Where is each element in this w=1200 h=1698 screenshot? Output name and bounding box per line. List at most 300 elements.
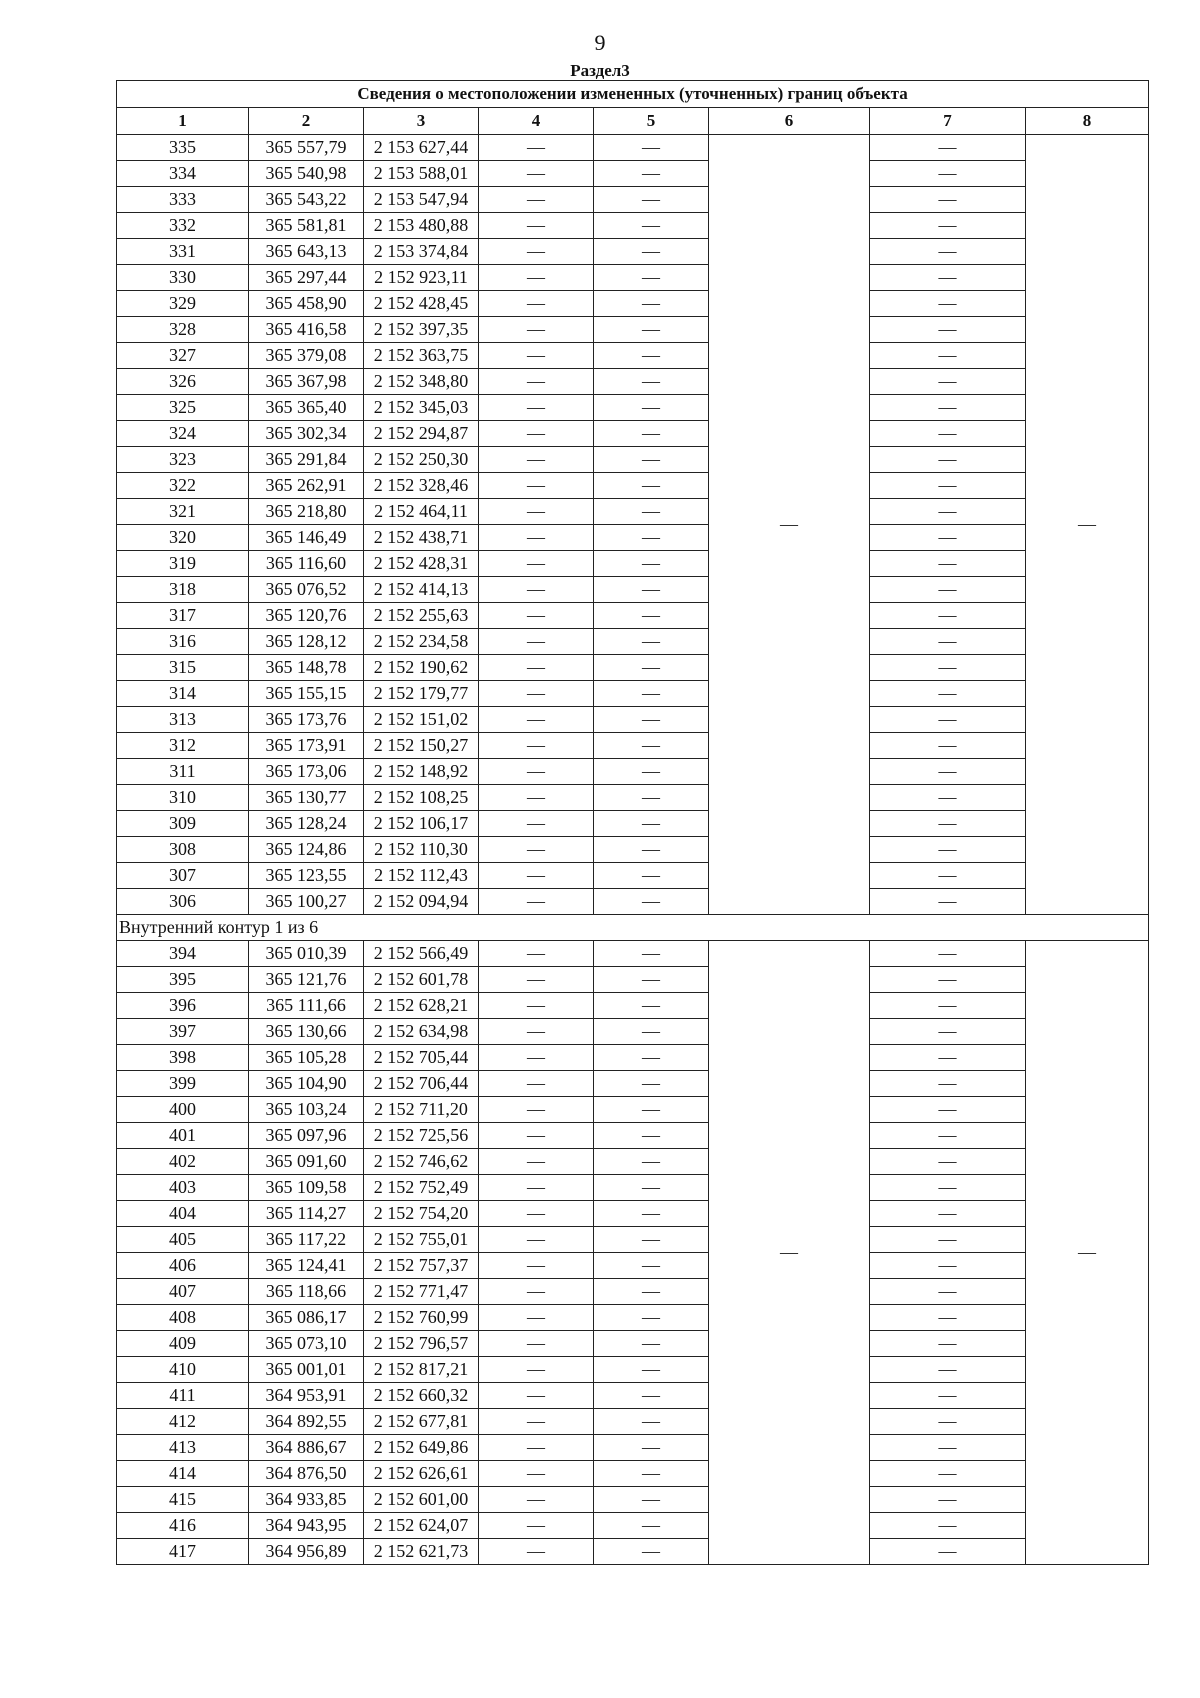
col7-cell: — bbox=[870, 1149, 1026, 1175]
y-coordinate-cell: 2 152 757,37 bbox=[364, 1253, 479, 1279]
y-coordinate-cell: 2 152 190,62 bbox=[364, 655, 479, 681]
col7-cell: — bbox=[870, 317, 1026, 343]
col7-cell: — bbox=[870, 161, 1026, 187]
table-row bbox=[117, 1201, 1149, 1227]
point-number-cell: 326 bbox=[117, 369, 249, 395]
column-number-5: 5 bbox=[594, 108, 709, 135]
col5-cell: — bbox=[594, 1227, 709, 1253]
col4-cell: — bbox=[479, 291, 594, 317]
y-coordinate-cell: 2 152 601,00 bbox=[364, 1487, 479, 1513]
col4-cell: — bbox=[479, 603, 594, 629]
col4-cell: — bbox=[479, 1045, 594, 1071]
x-coordinate-cell: 365 010,39 bbox=[249, 941, 364, 967]
col5-cell: — bbox=[594, 1461, 709, 1487]
col4-cell: — bbox=[479, 941, 594, 967]
col6-merged-cell: — bbox=[709, 941, 870, 1565]
x-coordinate-cell: 365 146,49 bbox=[249, 525, 364, 551]
col4-cell: — bbox=[479, 1513, 594, 1539]
table-row bbox=[117, 863, 1149, 889]
table-row bbox=[117, 967, 1149, 993]
point-number-cell: 328 bbox=[117, 317, 249, 343]
y-coordinate-cell: 2 152 621,73 bbox=[364, 1539, 479, 1565]
x-coordinate-cell: 365 262,91 bbox=[249, 473, 364, 499]
table-row bbox=[117, 1279, 1149, 1305]
col4-cell: — bbox=[479, 1019, 594, 1045]
x-coordinate-cell: 365 458,90 bbox=[249, 291, 364, 317]
x-coordinate-cell: 365 128,12 bbox=[249, 629, 364, 655]
x-coordinate-cell: 365 100,27 bbox=[249, 889, 364, 915]
col7-cell: — bbox=[870, 1383, 1026, 1409]
col4-cell: — bbox=[479, 369, 594, 395]
table-body bbox=[117, 135, 1149, 1565]
table-row bbox=[117, 1071, 1149, 1097]
col5-cell: — bbox=[594, 499, 709, 525]
col7-cell: — bbox=[870, 1175, 1026, 1201]
col5-cell: — bbox=[594, 395, 709, 421]
table-row bbox=[117, 577, 1149, 603]
col4-cell: — bbox=[479, 785, 594, 811]
x-coordinate-cell: 365 302,34 bbox=[249, 421, 364, 447]
point-number-cell: 331 bbox=[117, 239, 249, 265]
y-coordinate-cell: 2 152 628,21 bbox=[364, 993, 479, 1019]
col5-cell: — bbox=[594, 239, 709, 265]
table-row bbox=[117, 317, 1149, 343]
col5-cell: — bbox=[594, 447, 709, 473]
point-number-cell: 309 bbox=[117, 811, 249, 837]
col4-cell: — bbox=[479, 1331, 594, 1357]
point-number-cell: 415 bbox=[117, 1487, 249, 1513]
y-coordinate-cell: 2 152 705,44 bbox=[364, 1045, 479, 1071]
table-row bbox=[117, 811, 1149, 837]
point-number-cell: 330 bbox=[117, 265, 249, 291]
y-coordinate-cell: 2 152 601,78 bbox=[364, 967, 479, 993]
x-coordinate-cell: 364 943,95 bbox=[249, 1513, 364, 1539]
point-number-cell: 406 bbox=[117, 1253, 249, 1279]
x-coordinate-cell: 365 367,98 bbox=[249, 369, 364, 395]
y-coordinate-cell: 2 152 706,44 bbox=[364, 1071, 479, 1097]
table-caption: Сведения о местоположении измененных (уточненных) границ объекта bbox=[117, 81, 1149, 108]
x-coordinate-cell: 365 379,08 bbox=[249, 343, 364, 369]
x-coordinate-cell: 365 116,60 bbox=[249, 551, 364, 577]
col5-cell: — bbox=[594, 837, 709, 863]
col5-cell: — bbox=[594, 577, 709, 603]
col5-cell: — bbox=[594, 135, 709, 161]
col5-cell: — bbox=[594, 1539, 709, 1565]
col7-cell: — bbox=[870, 213, 1026, 239]
table-row bbox=[117, 1409, 1149, 1435]
col4-cell: — bbox=[479, 1149, 594, 1175]
col7-cell: — bbox=[870, 499, 1026, 525]
col7-cell: — bbox=[870, 1539, 1026, 1565]
col5-cell: — bbox=[594, 1435, 709, 1461]
col5-cell: — bbox=[594, 603, 709, 629]
col5-cell: — bbox=[594, 629, 709, 655]
point-number-cell: 411 bbox=[117, 1383, 249, 1409]
col7-cell: — bbox=[870, 967, 1026, 993]
column-number-7: 7 bbox=[870, 108, 1026, 135]
table-row bbox=[117, 343, 1149, 369]
point-number-cell: 315 bbox=[117, 655, 249, 681]
col7-cell: — bbox=[870, 239, 1026, 265]
col7-cell: — bbox=[870, 811, 1026, 837]
col5-cell: — bbox=[594, 1019, 709, 1045]
y-coordinate-cell: 2 152 148,92 bbox=[364, 759, 479, 785]
col5-cell: — bbox=[594, 1097, 709, 1123]
col4-cell: — bbox=[479, 889, 594, 915]
x-coordinate-cell: 365 121,76 bbox=[249, 967, 364, 993]
table-row bbox=[117, 1123, 1149, 1149]
col7-cell: — bbox=[870, 421, 1026, 447]
x-coordinate-cell: 365 155,15 bbox=[249, 681, 364, 707]
col4-cell: — bbox=[479, 395, 594, 421]
col5-cell: — bbox=[594, 733, 709, 759]
y-coordinate-cell: 2 152 624,07 bbox=[364, 1513, 479, 1539]
point-number-cell: 395 bbox=[117, 967, 249, 993]
table-row bbox=[117, 733, 1149, 759]
y-coordinate-cell: 2 152 464,11 bbox=[364, 499, 479, 525]
col4-cell: — bbox=[479, 837, 594, 863]
col7-cell: — bbox=[870, 1279, 1026, 1305]
col5-cell: — bbox=[594, 213, 709, 239]
col7-cell: — bbox=[870, 759, 1026, 785]
col5-cell: — bbox=[594, 265, 709, 291]
point-number-cell: 396 bbox=[117, 993, 249, 1019]
col4-cell: — bbox=[479, 655, 594, 681]
col4-cell: — bbox=[479, 265, 594, 291]
col7-cell: — bbox=[870, 889, 1026, 915]
x-coordinate-cell: 364 892,55 bbox=[249, 1409, 364, 1435]
column-number-3: 3 bbox=[364, 108, 479, 135]
col7-cell: — bbox=[870, 1045, 1026, 1071]
col7-cell: — bbox=[870, 1019, 1026, 1045]
col7-cell: — bbox=[870, 603, 1026, 629]
table-row bbox=[117, 421, 1149, 447]
col7-cell: — bbox=[870, 473, 1026, 499]
y-coordinate-cell: 2 152 817,21 bbox=[364, 1357, 479, 1383]
x-coordinate-cell: 365 105,28 bbox=[249, 1045, 364, 1071]
x-coordinate-cell: 365 297,44 bbox=[249, 265, 364, 291]
point-number-cell: 324 bbox=[117, 421, 249, 447]
col7-cell: — bbox=[870, 1435, 1026, 1461]
col5-cell: — bbox=[594, 863, 709, 889]
col5-cell: — bbox=[594, 967, 709, 993]
col4-cell: — bbox=[479, 1201, 594, 1227]
col7-cell: — bbox=[870, 265, 1026, 291]
x-coordinate-cell: 365 130,66 bbox=[249, 1019, 364, 1045]
point-number-cell: 321 bbox=[117, 499, 249, 525]
x-coordinate-cell: 365 218,80 bbox=[249, 499, 364, 525]
col4-cell: — bbox=[479, 161, 594, 187]
x-coordinate-cell: 365 128,24 bbox=[249, 811, 364, 837]
y-coordinate-cell: 2 152 923,11 bbox=[364, 265, 479, 291]
col5-cell: — bbox=[594, 1409, 709, 1435]
point-number-cell: 308 bbox=[117, 837, 249, 863]
col7-cell: — bbox=[870, 369, 1026, 395]
x-coordinate-cell: 365 173,06 bbox=[249, 759, 364, 785]
col5-cell: — bbox=[594, 369, 709, 395]
col7-cell: — bbox=[870, 577, 1026, 603]
x-coordinate-cell: 365 109,58 bbox=[249, 1175, 364, 1201]
col7-cell: — bbox=[870, 941, 1026, 967]
y-coordinate-cell: 2 152 294,87 bbox=[364, 421, 479, 447]
x-coordinate-cell: 365 365,40 bbox=[249, 395, 364, 421]
col7-cell: — bbox=[870, 1409, 1026, 1435]
col7-cell: — bbox=[870, 629, 1026, 655]
table-row bbox=[117, 993, 1149, 1019]
point-number-cell: 410 bbox=[117, 1357, 249, 1383]
col4-cell: — bbox=[479, 447, 594, 473]
x-coordinate-cell: 365 111,66 bbox=[249, 993, 364, 1019]
col7-cell: — bbox=[870, 1487, 1026, 1513]
col7-cell: — bbox=[870, 1331, 1026, 1357]
col4-cell: — bbox=[479, 759, 594, 785]
point-number-cell: 307 bbox=[117, 863, 249, 889]
contour-label: Внутренний контур 1 из 6 bbox=[117, 915, 1149, 941]
col5-cell: — bbox=[594, 421, 709, 447]
x-coordinate-cell: 365 076,52 bbox=[249, 577, 364, 603]
y-coordinate-cell: 2 152 345,03 bbox=[364, 395, 479, 421]
column-number-1: 1 bbox=[117, 108, 249, 135]
table-row bbox=[117, 1149, 1149, 1175]
col5-cell: — bbox=[594, 811, 709, 837]
column-number-8: 8 bbox=[1026, 108, 1149, 135]
point-number-cell: 407 bbox=[117, 1279, 249, 1305]
col5-cell: — bbox=[594, 317, 709, 343]
table-row bbox=[117, 395, 1149, 421]
col4-cell: — bbox=[479, 1227, 594, 1253]
x-coordinate-cell: 365 123,55 bbox=[249, 863, 364, 889]
col4-cell: — bbox=[479, 1461, 594, 1487]
col7-cell: — bbox=[870, 1305, 1026, 1331]
col5-cell: — bbox=[594, 187, 709, 213]
y-coordinate-cell: 2 152 255,63 bbox=[364, 603, 479, 629]
point-number-cell: 409 bbox=[117, 1331, 249, 1357]
col7-cell: — bbox=[870, 733, 1026, 759]
column-number-6: 6 bbox=[709, 108, 870, 135]
section-title: Раздел3 bbox=[570, 61, 630, 80]
x-coordinate-cell: 365 581,81 bbox=[249, 213, 364, 239]
col4-cell: — bbox=[479, 1409, 594, 1435]
table-row bbox=[117, 291, 1149, 317]
table-row bbox=[117, 1305, 1149, 1331]
point-number-cell: 325 bbox=[117, 395, 249, 421]
table-row bbox=[117, 1175, 1149, 1201]
table-row bbox=[117, 785, 1149, 811]
x-coordinate-cell: 365 124,41 bbox=[249, 1253, 364, 1279]
column-number-4: 4 bbox=[479, 108, 594, 135]
y-coordinate-cell: 2 152 094,94 bbox=[364, 889, 479, 915]
point-number-cell: 416 bbox=[117, 1513, 249, 1539]
table-row bbox=[117, 1253, 1149, 1279]
col4-cell: — bbox=[479, 343, 594, 369]
x-coordinate-cell: 365 086,17 bbox=[249, 1305, 364, 1331]
col7-cell: — bbox=[870, 551, 1026, 577]
col4-cell: — bbox=[479, 1435, 594, 1461]
y-coordinate-cell: 2 152 626,61 bbox=[364, 1461, 479, 1487]
point-number-cell: 404 bbox=[117, 1201, 249, 1227]
col7-cell: — bbox=[870, 655, 1026, 681]
col4-cell: — bbox=[479, 317, 594, 343]
col7-cell: — bbox=[870, 1461, 1026, 1487]
col7-cell: — bbox=[870, 395, 1026, 421]
col4-cell: — bbox=[479, 499, 594, 525]
col5-cell: — bbox=[594, 291, 709, 317]
y-coordinate-cell: 2 152 414,13 bbox=[364, 577, 479, 603]
col7-cell: — bbox=[870, 1123, 1026, 1149]
col4-cell: — bbox=[479, 1175, 594, 1201]
y-coordinate-cell: 2 152 348,80 bbox=[364, 369, 479, 395]
x-coordinate-cell: 365 103,24 bbox=[249, 1097, 364, 1123]
col7-cell: — bbox=[870, 135, 1026, 161]
point-number-cell: 319 bbox=[117, 551, 249, 577]
col5-cell: — bbox=[594, 707, 709, 733]
point-number-cell: 327 bbox=[117, 343, 249, 369]
col5-cell: — bbox=[594, 1201, 709, 1227]
point-number-cell: 413 bbox=[117, 1435, 249, 1461]
col4-cell: — bbox=[479, 707, 594, 733]
col7-cell: — bbox=[870, 1071, 1026, 1097]
col5-cell: — bbox=[594, 681, 709, 707]
column-number-row bbox=[117, 108, 1149, 135]
y-coordinate-cell: 2 152 755,01 bbox=[364, 1227, 479, 1253]
point-number-cell: 329 bbox=[117, 291, 249, 317]
y-coordinate-cell: 2 152 649,86 bbox=[364, 1435, 479, 1461]
column-number-2: 2 bbox=[249, 108, 364, 135]
table-row bbox=[117, 655, 1149, 681]
col5-cell: — bbox=[594, 785, 709, 811]
col5-cell: — bbox=[594, 1123, 709, 1149]
col7-cell: — bbox=[870, 1201, 1026, 1227]
point-number-cell: 323 bbox=[117, 447, 249, 473]
y-coordinate-cell: 2 152 110,30 bbox=[364, 837, 479, 863]
table-row bbox=[117, 239, 1149, 265]
col5-cell: — bbox=[594, 525, 709, 551]
x-coordinate-cell: 365 173,91 bbox=[249, 733, 364, 759]
x-coordinate-cell: 364 933,85 bbox=[249, 1487, 364, 1513]
y-coordinate-cell: 2 152 746,62 bbox=[364, 1149, 479, 1175]
col7-cell: — bbox=[870, 681, 1026, 707]
col5-cell: — bbox=[594, 1175, 709, 1201]
col4-cell: — bbox=[479, 1487, 594, 1513]
x-coordinate-cell: 365 416,58 bbox=[249, 317, 364, 343]
col5-cell: — bbox=[594, 1331, 709, 1357]
x-coordinate-cell: 365 117,22 bbox=[249, 1227, 364, 1253]
col5-cell: — bbox=[594, 1305, 709, 1331]
col5-cell: — bbox=[594, 889, 709, 915]
col4-cell: — bbox=[479, 135, 594, 161]
y-coordinate-cell: 2 152 108,25 bbox=[364, 785, 479, 811]
table-row bbox=[117, 447, 1149, 473]
col4-cell: — bbox=[479, 1539, 594, 1565]
point-number-cell: 320 bbox=[117, 525, 249, 551]
col4-cell: — bbox=[479, 1123, 594, 1149]
x-coordinate-cell: 365 540,98 bbox=[249, 161, 364, 187]
y-coordinate-cell: 2 152 760,99 bbox=[364, 1305, 479, 1331]
x-coordinate-cell: 365 114,27 bbox=[249, 1201, 364, 1227]
y-coordinate-cell: 2 152 754,20 bbox=[364, 1201, 479, 1227]
table-row bbox=[117, 1539, 1149, 1565]
x-coordinate-cell: 365 104,90 bbox=[249, 1071, 364, 1097]
col4-cell: — bbox=[479, 1071, 594, 1097]
point-number-cell: 306 bbox=[117, 889, 249, 915]
point-number-cell: 405 bbox=[117, 1227, 249, 1253]
col4-cell: — bbox=[479, 1097, 594, 1123]
table-row bbox=[117, 1461, 1149, 1487]
x-coordinate-cell: 365 291,84 bbox=[249, 447, 364, 473]
col7-cell: — bbox=[870, 863, 1026, 889]
col5-cell: — bbox=[594, 1253, 709, 1279]
table-row bbox=[117, 759, 1149, 785]
x-coordinate-cell: 365 073,10 bbox=[249, 1331, 364, 1357]
col7-cell: — bbox=[870, 525, 1026, 551]
y-coordinate-cell: 2 153 627,44 bbox=[364, 135, 479, 161]
x-coordinate-cell: 365 120,76 bbox=[249, 603, 364, 629]
col7-cell: — bbox=[870, 993, 1026, 1019]
table-row bbox=[117, 1435, 1149, 1461]
contour-label-row bbox=[117, 915, 1149, 941]
table-row bbox=[117, 837, 1149, 863]
table-row bbox=[117, 525, 1149, 551]
y-coordinate-cell: 2 152 566,49 bbox=[364, 941, 479, 967]
table-row bbox=[117, 629, 1149, 655]
table-row bbox=[117, 473, 1149, 499]
point-number-cell: 412 bbox=[117, 1409, 249, 1435]
col4-cell: — bbox=[479, 1253, 594, 1279]
point-number-cell: 310 bbox=[117, 785, 249, 811]
col4-cell: — bbox=[479, 1383, 594, 1409]
point-number-cell: 333 bbox=[117, 187, 249, 213]
col4-cell: — bbox=[479, 1357, 594, 1383]
boundary-coordinates-table bbox=[116, 80, 1149, 1565]
x-coordinate-cell: 364 953,91 bbox=[249, 1383, 364, 1409]
x-coordinate-cell: 365 091,60 bbox=[249, 1149, 364, 1175]
point-number-cell: 313 bbox=[117, 707, 249, 733]
col5-cell: — bbox=[594, 993, 709, 1019]
x-coordinate-cell: 365 543,22 bbox=[249, 187, 364, 213]
table-row bbox=[117, 499, 1149, 525]
point-number-cell: 408 bbox=[117, 1305, 249, 1331]
y-coordinate-cell: 2 152 250,30 bbox=[364, 447, 479, 473]
point-number-cell: 394 bbox=[117, 941, 249, 967]
table-row bbox=[117, 1331, 1149, 1357]
y-coordinate-cell: 2 152 711,20 bbox=[364, 1097, 479, 1123]
col7-cell: — bbox=[870, 343, 1026, 369]
col7-cell: — bbox=[870, 291, 1026, 317]
col7-cell: — bbox=[870, 785, 1026, 811]
point-number-cell: 402 bbox=[117, 1149, 249, 1175]
table-row bbox=[117, 213, 1149, 239]
x-coordinate-cell: 364 876,50 bbox=[249, 1461, 364, 1487]
col7-cell: — bbox=[870, 837, 1026, 863]
y-coordinate-cell: 2 152 397,35 bbox=[364, 317, 479, 343]
col4-cell: — bbox=[479, 811, 594, 837]
table-row bbox=[117, 135, 1149, 161]
y-coordinate-cell: 2 152 438,71 bbox=[364, 525, 479, 551]
col7-cell: — bbox=[870, 1227, 1026, 1253]
x-coordinate-cell: 365 124,86 bbox=[249, 837, 364, 863]
col5-cell: — bbox=[594, 473, 709, 499]
y-coordinate-cell: 2 152 634,98 bbox=[364, 1019, 479, 1045]
point-number-cell: 414 bbox=[117, 1461, 249, 1487]
col5-cell: — bbox=[594, 1487, 709, 1513]
col8-merged-cell: — bbox=[1026, 135, 1149, 915]
col4-cell: — bbox=[479, 681, 594, 707]
col5-cell: — bbox=[594, 1383, 709, 1409]
col5-cell: — bbox=[594, 1071, 709, 1097]
col7-cell: — bbox=[870, 1097, 1026, 1123]
x-coordinate-cell: 365 557,79 bbox=[249, 135, 364, 161]
col7-cell: — bbox=[870, 1357, 1026, 1383]
